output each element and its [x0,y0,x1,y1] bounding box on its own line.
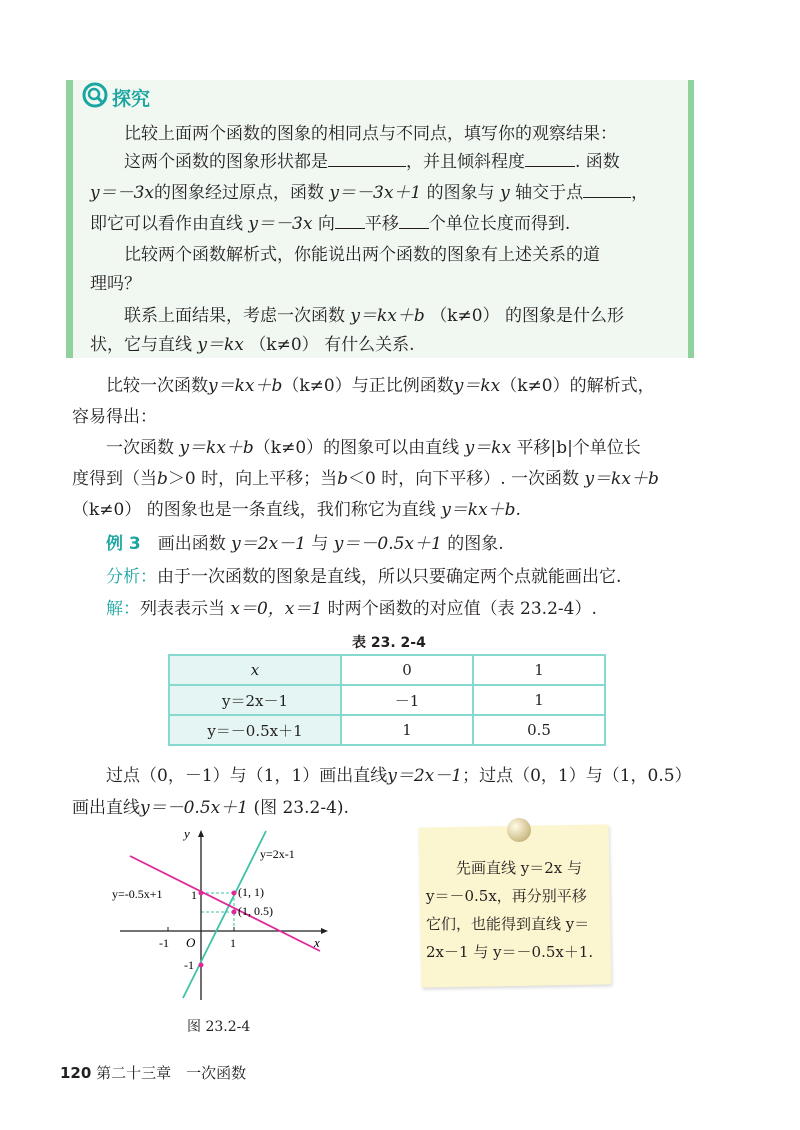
table-row [169,715,605,745]
explore-paragraph-5: 比较两个函数解析式，你能说出两个函数的图象有上述关系的道 [124,245,600,265]
page-number: 120 [60,1064,92,1082]
note-line-1: 先画直线 y＝2x 与 [456,859,583,877]
body-line-3: 一次函数 y＝kx＋b（k≠0）的图象可以由直线 y＝kx 平移|b|个单位长 [106,438,641,458]
origin-label: O [186,935,196,950]
point-1-1 [232,891,237,896]
pin-icon [507,818,531,842]
note-line-3: 它们，也能得到直线 y＝ [426,915,590,933]
explore-right-bar [688,80,694,358]
explore-paragraph-1: 比较上面两个函数的图象的相同点与不同点，填写你的观察结果： [124,124,617,144]
table-cell: y＝2x－1 [169,685,341,715]
body-line-1: 比较一次函数y＝kx＋b（k≠0）与正比例函数y＝kx（k≠0）的解析式， [106,376,655,396]
analysis-line: 分析：由于一次函数的图象是直线，所以只要确定两个点就能画出它. [106,567,622,587]
y-axis-label: y [184,826,190,841]
table-caption: 表 23. 2-4 [352,635,426,651]
body-line-2: 容易得出： [72,407,157,427]
explore-icon [82,82,108,108]
solution-label: 解： [106,599,140,619]
explore-paragraph-7: 联系上面结果，考虑一次函数 y＝kx＋b （k≠0） 的图象是什么形 [124,306,624,326]
y-tick-neg1-label: -1 [184,958,194,972]
after-table-line-1: 过点（0，－1）与（1，1）画出直线y＝2x－1；过点（0，1）与（1，0.5） [106,766,692,786]
line1-label: y=2x-1 [260,847,295,861]
table-cell: －1 [341,685,473,715]
note-line-2: y＝－0.5x，再分别平移 [426,887,587,905]
table-cell: 0.5 [473,715,605,745]
x-tick-1-label: 1 [230,936,236,950]
explore-paragraph-8: 状，它与直线 y＝kx （k≠0） 有什么关系. [90,335,415,355]
x-tick-neg1-label: -1 [159,936,169,950]
point-1-1-label: (1, 1) [238,885,264,899]
point-1-05-label: (1, 0.5) [238,904,273,918]
example-line: 例 3 画出函数 y＝2x－1 与 y＝－0.5x＋1 的图象. [106,534,504,554]
chapter-title: 第二十三章 一次函数 [96,1064,247,1082]
page-footer [60,1062,246,1083]
point-0-1 [199,891,204,896]
note-line-4: 2x－1 与 y＝－0.5x＋1. [426,943,594,961]
figure-caption: 图 23.2-4 [187,1019,251,1035]
explore-paragraph-2: 这两个函数的图象形状都是 ，并且倾斜程度 . 函数 [124,152,620,172]
table-cell: 1 [473,655,605,685]
after-table-line-2: 画出直线y＝－0.5x＋1 (图 23.2-4). [72,798,349,818]
blank-shape [328,150,406,167]
line2-label: y=-0.5x+1 [112,887,163,901]
table-row [169,655,605,685]
blank-steepness [525,150,575,167]
blank-units [399,212,429,229]
point-0-neg1 [199,963,204,968]
example-label: 例 3 [106,534,141,554]
y-tick-1-label: 1 [191,888,197,902]
explore-left-bar [66,80,73,358]
function-graph [110,826,340,1006]
analysis-label: 分析： [106,567,157,587]
body-line-5: （k≠0） 的图象也是一条直线，我们称它为直线 y＝kx＋b. [72,500,521,520]
explore-paragraph-6: 理吗？ [90,274,141,294]
x-axis-label: x [314,935,320,950]
explore-paragraph-4: 即它可以看作由直线 y＝－3x 向 平移 个单位长度而得到. [90,214,571,234]
solution-line: 解：列表表示当 x＝0，x＝1 时两个函数的对应值（表 23.2-4）. [106,599,597,619]
value-table [168,654,606,746]
table-cell: x [169,655,341,685]
table-cell: y＝－0.5x＋1 [169,715,341,745]
table-cell: 0 [341,655,473,685]
blank-intercept [583,181,631,198]
table-row [169,685,605,715]
explore-title: 探究 [112,88,151,110]
point-1-05 [232,910,237,915]
blank-direction [335,212,365,229]
table-cell: 1 [473,685,605,715]
explore-paragraph-3: y＝－3x的图象经过原点，函数 y＝－3x＋1 的图象与 y 轴交于点 ， [90,183,649,203]
y-axis-arrow [198,830,204,837]
body-line-4: 度得到（当b＞0 时，向上平移；当b＜0 时，向下平移）. 一次函数 y＝kx＋b [72,469,659,489]
x-axis-arrow [321,928,328,934]
table-cell: 1 [341,715,473,745]
note-card [419,824,612,987]
